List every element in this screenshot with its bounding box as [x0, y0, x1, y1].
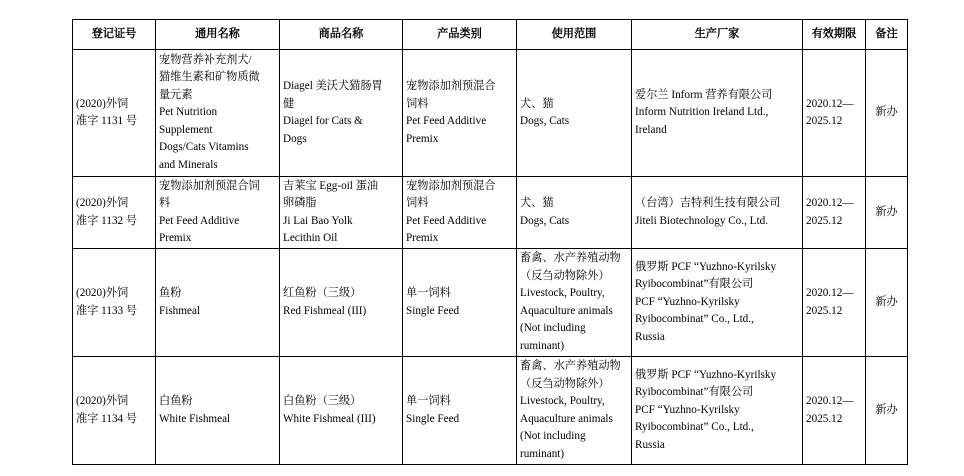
generic-name-cell: 宠物营养补充剂犬/ 猫维生素和矿物质微 量元素 Pet Nutrition Supplement Dogs/Cats Vitamins and Minerals [156, 50, 280, 177]
header-scope: 使用范围 [517, 20, 632, 50]
category-cell: 宠物添加剂预混合 饲料 Pet Feed Additive Premix [403, 50, 517, 177]
trade-name-cell: 吉莱宝 Egg-oil 蛋油 卵磷脂 Ji Lai Bao Yolk Lecithin Oil [280, 177, 403, 249]
remark-cell: 新办 [866, 249, 908, 357]
remark-cell: 新办 [866, 50, 908, 177]
validity-cell: 2020.12— 2025.12 [803, 357, 866, 465]
table-row [73, 249, 908, 357]
validity-cell: 2020.12— 2025.12 [803, 249, 866, 357]
trade-name-cell: Diagel 美沃犬猫肠胃 健 Diagel for Cats & Dogs [280, 50, 403, 177]
scope-cell: 畜禽、水产养殖动物 （反刍动物除外） Livestock, Poultry, Aquaculture animals (Not including ruminant) [517, 357, 632, 465]
header-row [73, 20, 908, 50]
header-trade-name: 商品名称 [280, 20, 403, 50]
header-reg-no: 登记证号 [73, 20, 156, 50]
trade-name-cell: 白鱼粉（三级） White Fishmeal (III) [280, 357, 403, 465]
validity-cell: 2020.12— 2025.12 [803, 177, 866, 249]
category-cell: 单一饲料 Single Feed [403, 249, 517, 357]
scope-cell: 畜禽、水产养殖动物 （反刍动物除外） Livestock, Poultry, Aquaculture animals (Not including ruminant) [517, 249, 632, 357]
generic-name-cell: 白鱼粉 White Fishmeal [156, 357, 280, 465]
header-generic-name: 通用名称 [156, 20, 280, 50]
reg-no-cell: (2020)外饲 准字 1131 号 [73, 50, 156, 177]
manufacturer-cell: 俄罗斯 PCF “Yuzhno-Kyrilsky Ryibocombinat”有限公司 PCF “Yuzhno-Kyrilsky Ryibocombinat” Co., Ltd., Russia [632, 357, 803, 465]
header-category: 产品类别 [403, 20, 517, 50]
generic-name-cell: 鱼粉 Fishmeal [156, 249, 280, 357]
table-row [73, 50, 908, 177]
manufacturer-cell: 俄罗斯 PCF “Yuzhno-Kyrilsky Ryibocombinat”有限公司 PCF “Yuzhno-Kyrilsky Ryibocombinat” Co., Ltd., Russia [632, 249, 803, 357]
reg-no-cell: (2020)外饲 准字 1134 号 [73, 357, 156, 465]
registration-table [72, 19, 908, 465]
scope-cell: 犬、猫 Dogs, Cats [517, 50, 632, 177]
trade-name-cell: 红鱼粉（三级） Red Fishmeal (III) [280, 249, 403, 357]
reg-no-cell: (2020)外饲 准字 1133 号 [73, 249, 156, 357]
manufacturer-cell: 爱尔兰 Inform 营养有限公司 Inform Nutrition Ireland Ltd., Ireland [632, 50, 803, 177]
header-manufacturer: 生产厂家 [632, 20, 803, 50]
remark-cell: 新办 [866, 357, 908, 465]
remark-cell: 新办 [866, 177, 908, 249]
reg-no-cell: (2020)外饲 准字 1132 号 [73, 177, 156, 249]
table-row [73, 177, 908, 249]
header-remark: 备注 [866, 20, 908, 50]
generic-name-cell: 宠物添加剂预混合饲 料 Pet Feed Additive Premix [156, 177, 280, 249]
category-cell: 宠物添加剂预混合 饲料 Pet Feed Additive Premix [403, 177, 517, 249]
validity-cell: 2020.12— 2025.12 [803, 50, 866, 177]
scope-cell: 犬、猫 Dogs, Cats [517, 177, 632, 249]
table-row [73, 357, 908, 465]
header-validity: 有效期限 [803, 20, 866, 50]
manufacturer-cell: （台湾）吉特利生技有限公司 Jiteli Biotechnology Co., Ltd. [632, 177, 803, 249]
category-cell: 单一饲料 Single Feed [403, 357, 517, 465]
